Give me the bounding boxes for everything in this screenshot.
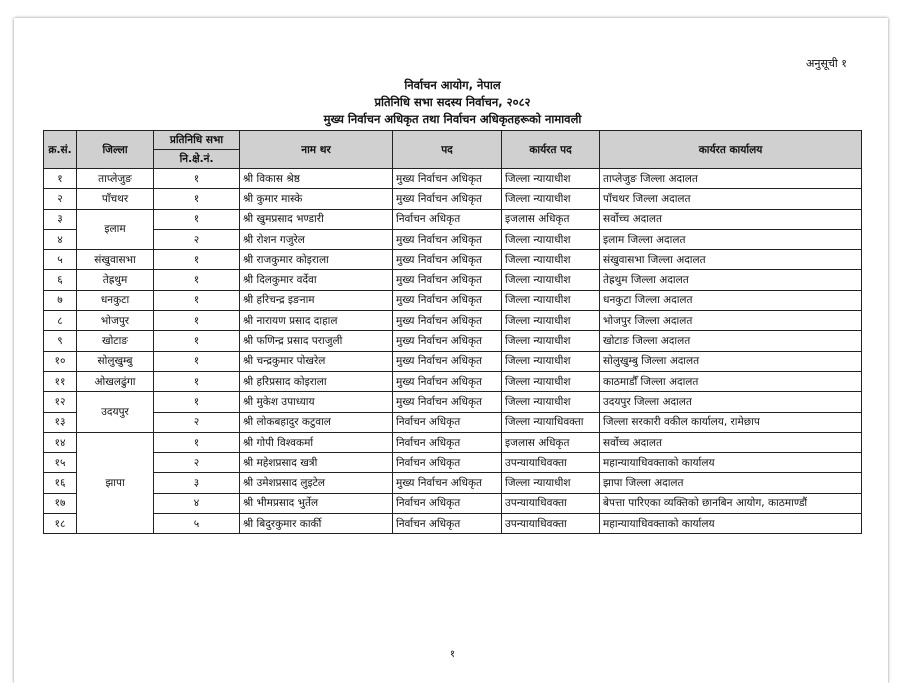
cell-sn: १६ — [44, 473, 77, 493]
cell-working-post: जिल्ला न्यायाधीश — [502, 250, 600, 270]
table-row — [44, 514, 862, 534]
cell-office: धनकुटा जिल्ला अदालत — [600, 290, 862, 310]
cell-name: श्री कुमार मास्के — [240, 189, 393, 209]
table-row — [44, 392, 862, 412]
cell-post: मुख्य निर्वाचन अधिकृत — [393, 392, 502, 412]
cell-office: झापा जिल्ला अदालत — [600, 473, 862, 493]
cell-post: निर्वाचन अधिकृत — [393, 453, 502, 473]
cell-name: श्री रोशन गजुरेल — [240, 229, 393, 249]
cell-post: मुख्य निर्वाचन अधिकृत — [393, 169, 502, 189]
table-row — [44, 331, 862, 351]
document-heading — [0, 77, 905, 128]
cell-post: निर्वाचन अधिकृत — [393, 432, 502, 452]
cell-sn: १७ — [44, 493, 77, 513]
cell-name: श्री विकास श्रेष्ठ — [240, 169, 393, 189]
table-row — [44, 270, 862, 290]
cell-district: उदयपुर — [77, 392, 154, 433]
cell-working-post: इजलास अधिकृत — [502, 209, 600, 229]
cell-office: महान्यायाधिवक्ताको कार्यालय — [600, 514, 862, 534]
cell-office: सर्वोच्च अदालत — [600, 209, 862, 229]
header-sn: क्र.सं. — [44, 131, 77, 169]
cell-office: संखुवासभा जिल्ला अदालत — [600, 250, 862, 270]
cell-office: काठमाडौँ जिल्ला अदालत — [600, 371, 862, 391]
cell-name: श्री चन्द्रकुमार पोखरेल — [240, 351, 393, 371]
cell-district: संखुवासभा — [77, 250, 154, 270]
cell-constituency: १ — [154, 290, 240, 310]
cell-office: इलाम जिल्ला अदालत — [600, 229, 862, 249]
cell-post: निर्वाचन अधिकृत — [393, 493, 502, 513]
cell-office: जिल्ला सरकारी वकील कार्यालय, रामेछाप — [600, 412, 862, 432]
cell-constituency: ४ — [154, 493, 240, 513]
cell-post: मुख्य निर्वाचन अधिकृत — [393, 290, 502, 310]
header-working-post: कार्यरत पद — [502, 131, 600, 169]
cell-district: भोजपुर — [77, 311, 154, 331]
table-row — [44, 311, 862, 331]
heading-line-1: निर्वाचन आयोग, नेपाल — [404, 78, 501, 92]
header-constituency-top: प्रतिनिधि सभा — [154, 131, 240, 150]
cell-office: खोटाङ जिल्ला अदालत — [600, 331, 862, 351]
officer-table — [43, 130, 862, 534]
cell-name: श्री उमेशप्रसाद लुइटेल — [240, 473, 393, 493]
header-district: जिल्ला — [77, 131, 154, 169]
cell-name: श्री दिलकुमार वर्देवा — [240, 270, 393, 290]
cell-name: श्री फणिन्द्र प्रसाद पराजुली — [240, 331, 393, 351]
cell-constituency: १ — [154, 351, 240, 371]
cell-post: मुख्य निर्वाचन अधिकृत — [393, 250, 502, 270]
cell-working-post: जिल्ला न्यायाधीश — [502, 331, 600, 351]
cell-sn: १४ — [44, 432, 77, 452]
cell-office: ताप्लेजुङ जिल्ला अदालत — [600, 169, 862, 189]
cell-sn: ११ — [44, 371, 77, 391]
cell-post: मुख्य निर्वाचन अधिकृत — [393, 351, 502, 371]
cell-post: मुख्य निर्वाचन अधिकृत — [393, 270, 502, 290]
cell-district: खोटाङ — [77, 331, 154, 351]
cell-working-post: जिल्ला न्यायाधिवक्ता — [502, 412, 600, 432]
cell-working-post: जिल्ला न्यायाधीश — [502, 229, 600, 249]
cell-constituency: १ — [154, 209, 240, 229]
cell-constituency: ३ — [154, 473, 240, 493]
table-row — [44, 432, 862, 452]
cell-post: मुख्य निर्वाचन अधिकृत — [393, 189, 502, 209]
header-name: नाम थर — [240, 131, 393, 169]
table-row — [44, 189, 862, 209]
cell-district: ओखलढुंगा — [77, 371, 154, 391]
cell-constituency: १ — [154, 311, 240, 331]
table-row — [44, 351, 862, 371]
cell-name: श्री गोपी विश्वकर्मा — [240, 432, 393, 452]
table-row — [44, 473, 862, 493]
cell-sn: १३ — [44, 412, 77, 432]
table-row — [44, 169, 862, 189]
cell-office: पाँचथर जिल्ला अदालत — [600, 189, 862, 209]
cell-constituency: १ — [154, 270, 240, 290]
cell-district: ताप्लेजुङ — [77, 169, 154, 189]
cell-working-post: जिल्ला न्यायाधीश — [502, 392, 600, 412]
header-constituency-bottom: नि.क्षे.नं. — [154, 150, 240, 169]
cell-sn: ३ — [44, 209, 77, 229]
cell-constituency: २ — [154, 453, 240, 473]
cell-district: तेह्रथुम — [77, 270, 154, 290]
cell-post: मुख्य निर्वाचन अधिकृत — [393, 371, 502, 391]
cell-name: श्री बिदुरकुमार कार्की — [240, 514, 393, 534]
cell-name: श्री हरिप्रसाद कोइराला — [240, 371, 393, 391]
cell-constituency: ५ — [154, 514, 240, 534]
cell-working-post: उपन्यायाधिवक्ता — [502, 514, 600, 534]
heading-line-3: मुख्य निर्वाचन अधिकृत तथा निर्वाचन अधिकृतहरूको नामावली — [323, 112, 582, 126]
cell-working-post: उपन्यायाधिवक्ता — [502, 453, 600, 473]
cell-sn: ४ — [44, 229, 77, 249]
cell-working-post: जिल्ला न्यायाधीश — [502, 351, 600, 371]
cell-district: सोलुखुम्बु — [77, 351, 154, 371]
cell-working-post: जिल्ला न्यायाधीश — [502, 371, 600, 391]
cell-working-post: इजलास अधिकृत — [502, 432, 600, 452]
cell-constituency: १ — [154, 189, 240, 209]
table-row — [44, 412, 862, 432]
cell-post: मुख्य निर्वाचन अधिकृत — [393, 311, 502, 331]
cell-district: पाँचथर — [77, 189, 154, 209]
cell-post: निर्वाचन अधिकृत — [393, 209, 502, 229]
cell-sn: ९ — [44, 331, 77, 351]
cell-working-post: जिल्ला न्यायाधीश — [502, 169, 600, 189]
cell-sn: ५ — [44, 250, 77, 270]
table-row — [44, 209, 862, 229]
page-number: १ — [449, 649, 456, 660]
cell-name: श्री नारायण प्रसाद दाहाल — [240, 311, 393, 331]
cell-constituency: १ — [154, 371, 240, 391]
cell-post: मुख्य निर्वाचन अधिकृत — [393, 331, 502, 351]
cell-sn: १८ — [44, 514, 77, 534]
cell-office: भोजपुर जिल्ला अदालत — [600, 311, 862, 331]
cell-name: श्री मुकेश उपाध्याय — [240, 392, 393, 412]
cell-district: धनकुटा — [77, 290, 154, 310]
table-row — [44, 250, 862, 270]
cell-sn: १२ — [44, 392, 77, 412]
cell-sn: १५ — [44, 453, 77, 473]
cell-sn: १० — [44, 351, 77, 371]
annex-label: अनुसूची १ — [806, 57, 847, 70]
cell-working-post: जिल्ला न्यायाधीश — [502, 270, 600, 290]
cell-constituency: २ — [154, 229, 240, 249]
cell-office: सोलुखुम्बु जिल्ला अदालत — [600, 351, 862, 371]
cell-office: सर्वोच्च अदालत — [600, 432, 862, 452]
cell-post: निर्वाचन अधिकृत — [393, 514, 502, 534]
cell-constituency: १ — [154, 432, 240, 452]
cell-district: झापा — [77, 432, 154, 533]
cell-name: श्री हरिचन्द्र इङनाम — [240, 290, 393, 310]
cell-post: मुख्य निर्वाचन अधिकृत — [393, 229, 502, 249]
cell-sn: २ — [44, 189, 77, 209]
cell-sn: ७ — [44, 290, 77, 310]
cell-office: तेह्रथुम जिल्ला अदालत — [600, 270, 862, 290]
cell-name: श्री राजकुमार कोइराला — [240, 250, 393, 270]
cell-constituency: १ — [154, 331, 240, 351]
cell-constituency: १ — [154, 169, 240, 189]
heading-line-2: प्रतिनिधि सभा सदस्य निर्वाचन, २०८२ — [374, 95, 531, 109]
cell-office: उदयपुर जिल्ला अदालत — [600, 392, 862, 412]
cell-name: श्री महेशप्रसाद खत्री — [240, 453, 393, 473]
cell-constituency: २ — [154, 412, 240, 432]
table-row — [44, 290, 862, 310]
table-row — [44, 493, 862, 513]
cell-name: श्री लोकबहादुर कटुवाल — [240, 412, 393, 432]
header-office: कार्यरत कार्यालय — [600, 131, 862, 169]
cell-sn: १ — [44, 169, 77, 189]
table-row — [44, 229, 862, 249]
cell-post: मुख्य निर्वाचन अधिकृत — [393, 473, 502, 493]
cell-post: निर्वाचन अधिकृत — [393, 412, 502, 432]
cell-office: महान्यायाधिवक्ताको कार्यालय — [600, 453, 862, 473]
cell-name: श्री खुमप्रसाद भण्डारी — [240, 209, 393, 229]
cell-working-post: उपन्यायाधिवक्ता — [502, 493, 600, 513]
cell-constituency: १ — [154, 392, 240, 412]
table-row — [44, 453, 862, 473]
header-post: पद — [393, 131, 502, 169]
table-row — [44, 371, 862, 391]
cell-sn: ६ — [44, 270, 77, 290]
cell-sn: ८ — [44, 311, 77, 331]
cell-office: बेपत्ता पारिएका व्यक्तिको छानबिन आयोग, काठमाण्डौं — [600, 493, 862, 513]
cell-name: श्री भीमप्रसाद भुर्तेल — [240, 493, 393, 513]
cell-working-post: जिल्ला न्यायाधीश — [502, 473, 600, 493]
cell-working-post: जिल्ला न्यायाधीश — [502, 311, 600, 331]
cell-working-post: जिल्ला न्यायाधीश — [502, 290, 600, 310]
cell-constituency: १ — [154, 250, 240, 270]
cell-working-post: जिल्ला न्यायाधीश — [502, 189, 600, 209]
cell-district: इलाम — [77, 209, 154, 250]
